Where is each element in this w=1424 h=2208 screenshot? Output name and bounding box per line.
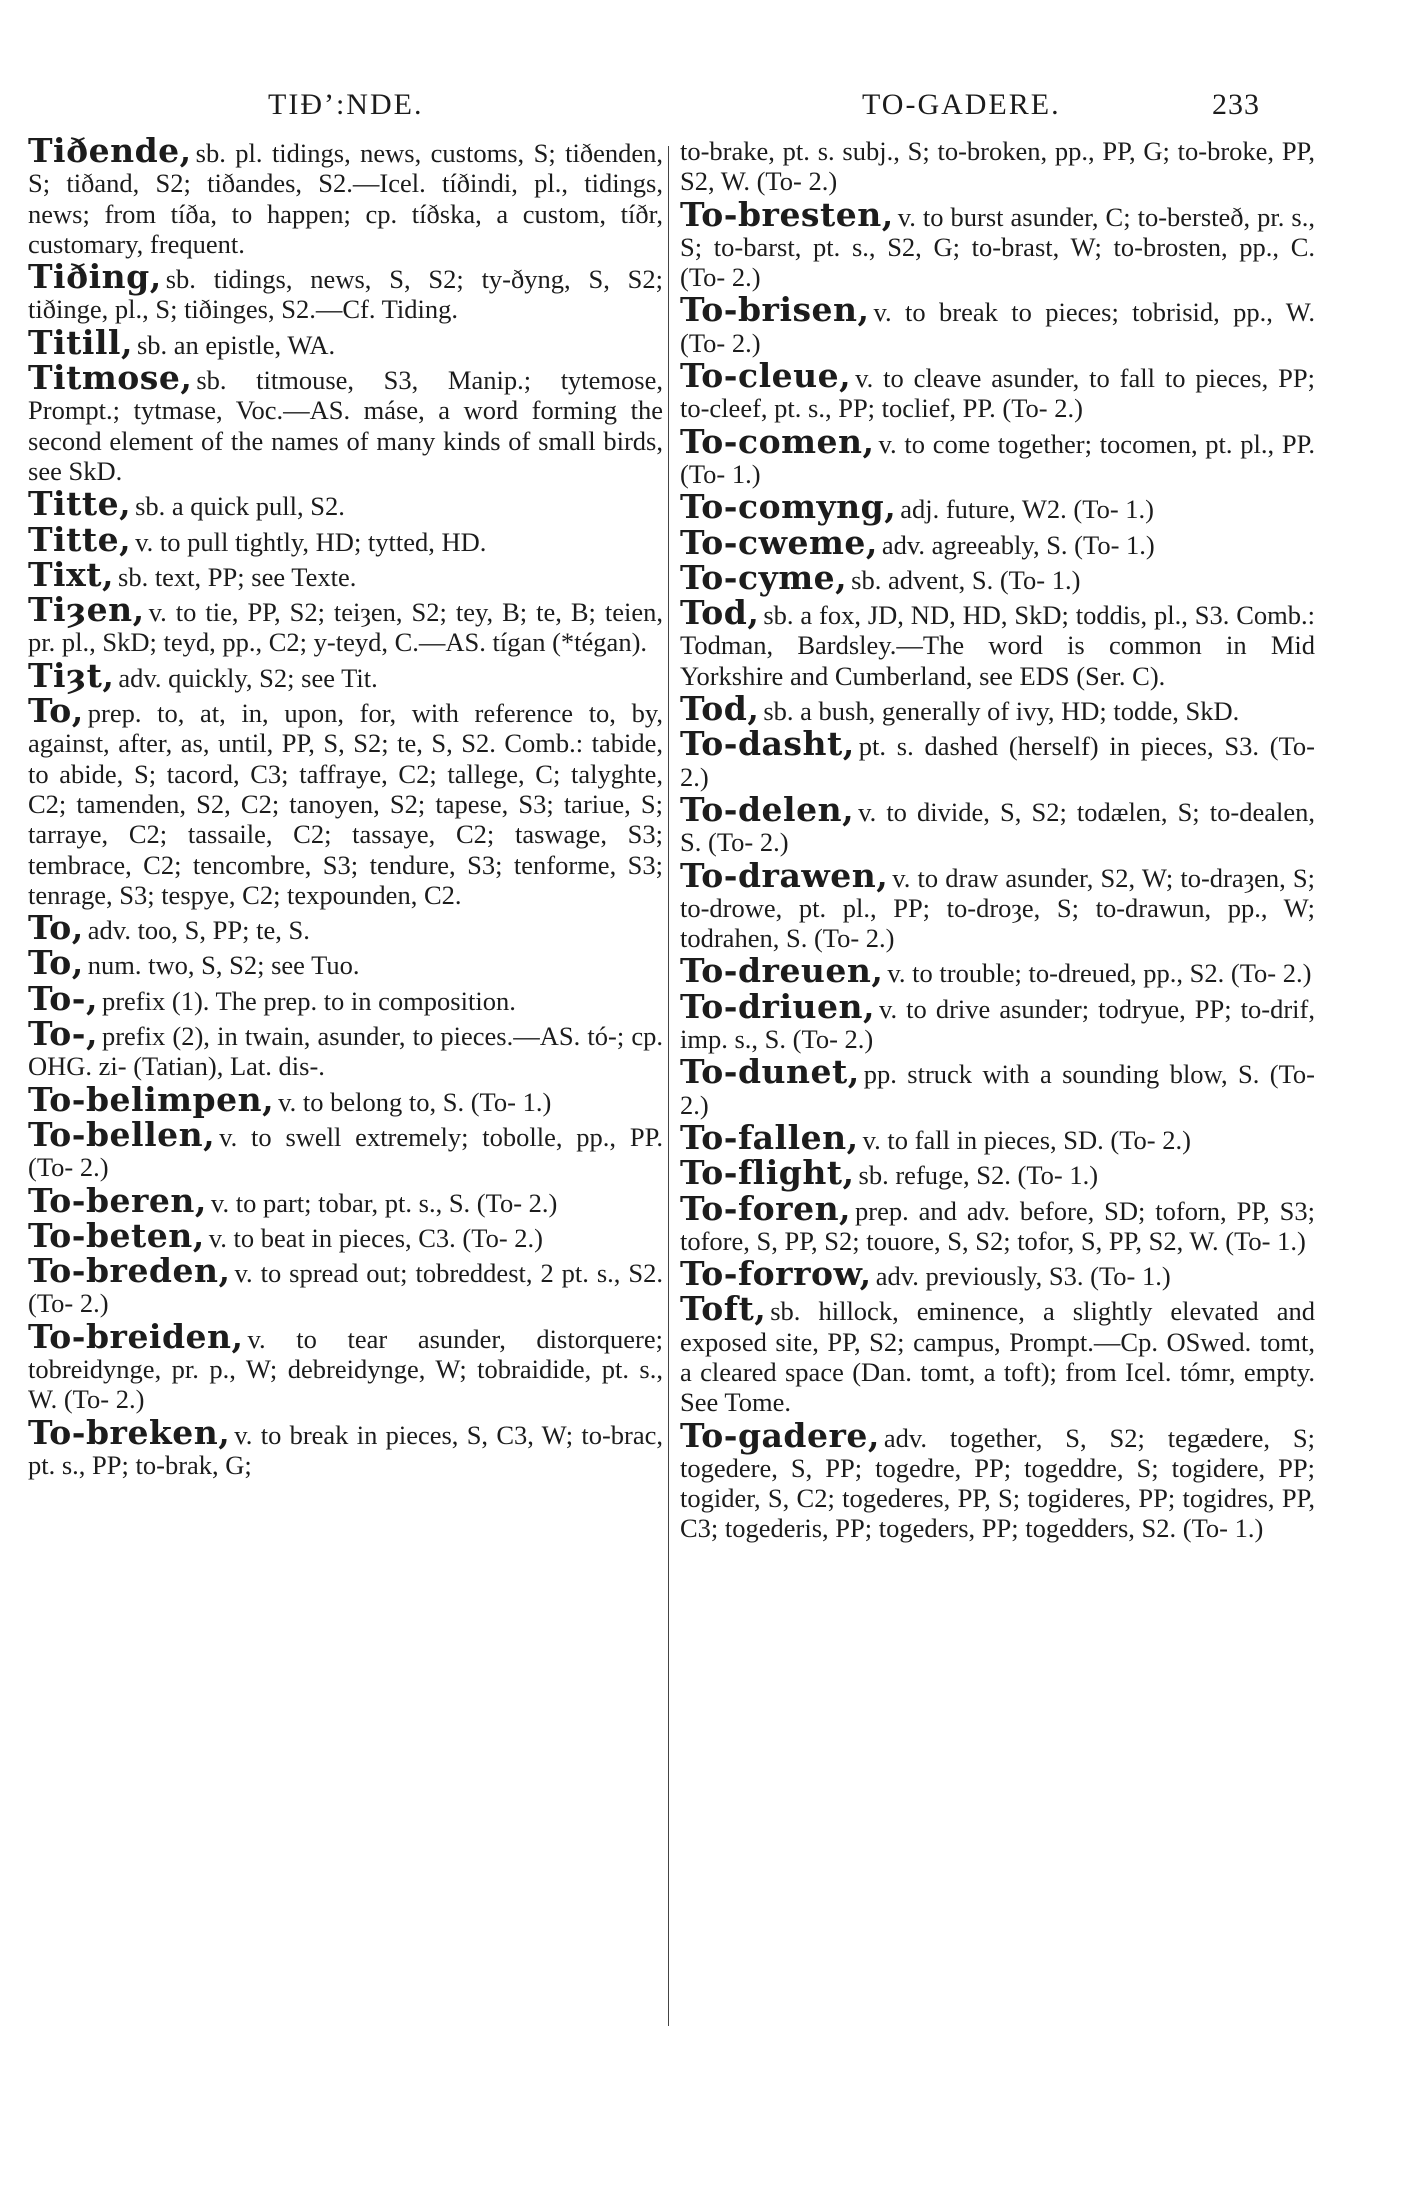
- entry-headword: To-gadere,: [680, 1415, 880, 1455]
- entry-headword: To-dreuen,: [680, 951, 884, 991]
- dictionary-entry: [680, 522, 1315, 562]
- entry-headword: Tiðing,: [28, 257, 162, 297]
- entry-definition: sb. a bush, generally of ivy, HD; todde, SkD.: [763, 696, 1240, 727]
- entry-headword: To-flight,: [680, 1153, 855, 1193]
- entry-definition: v. to break to pieces; tobrisid, pp., W. (To- 2.): [680, 297, 1315, 358]
- dictionary-entry: [680, 421, 1315, 490]
- entry-headword: To-fallen,: [680, 1117, 859, 1157]
- entry-headword: To-cweme,: [680, 522, 878, 562]
- dictionary-entry: [28, 1215, 663, 1255]
- entry-definition: adj. future, W2. (To- 1.): [900, 494, 1154, 525]
- running-header: [0, 88, 1424, 138]
- entry-headword: To-dasht,: [680, 724, 855, 764]
- entry-headword: To-,: [28, 978, 98, 1018]
- entry-headword: To,: [28, 908, 84, 948]
- entry-headword: Tiȝen,: [28, 590, 145, 630]
- entry-headword: Tod,: [680, 689, 760, 729]
- dictionary-entry: [680, 724, 1315, 792]
- entry-headword: To-drawen,: [680, 855, 889, 895]
- entry-headword: To-bresten,: [680, 194, 894, 234]
- entry-definition: sb. hillock, eminence, a slightly elevated and exposed site, PP, S2; campus, Prompt.—Cp. OSwed. tomt, a cleared space (Dan. tomt, a toft); from Icel. tómr, empty. See Tome.: [680, 1296, 1315, 1418]
- dictionary-entry: [680, 136, 1315, 197]
- entry-definition: pp. struck with a sounding blow, S. (To- 2.): [680, 1059, 1315, 1120]
- entry-definition: sb. advent, S. (To- 1.): [851, 564, 1081, 595]
- entry-definition: v. to tie, PP, S2; teiȝen, S2; tey, B; te, B; teien, pr. pl., SkD; teyd, pp., C2; y-teyd, C.—AS. tígan (*tégan).: [28, 597, 663, 658]
- entry-definition: v. to come together; tocomen, pt. pl., PP. (To- 1.): [680, 428, 1315, 489]
- entry-definition: sb. a fox, JD, ND, HD, SkD; toddis, pl., S3. Comb.: Todman, Bardsley.—The word is common in Mid Yorkshire and Cumberland, see EDS (Ser. C).: [680, 600, 1315, 691]
- entry-headword: To-driuen,: [680, 986, 875, 1026]
- entry-headword: Tiðende,: [28, 131, 192, 170]
- dictionary-entry: [680, 356, 1315, 424]
- dictionary-entry: [680, 951, 1315, 991]
- entry-definition: num. two, S, S2; see Tuo.: [87, 950, 360, 981]
- entry-headword: To-delen,: [680, 789, 855, 829]
- entry-definition: v. to draw asunder, S2, W; to-draȝen, S; to-drowe, pt. pl., PP; to-droȝe, S; to-drawun, pp., W; todrahen, S. (To- 2.): [680, 862, 1315, 954]
- entry-headword: To-breiden,: [28, 1316, 244, 1356]
- dictionary-entry: [680, 1415, 1315, 1544]
- dictionary-entry: [28, 519, 663, 559]
- entry-headword: To-breden,: [28, 1251, 231, 1291]
- entry-headword: To,: [28, 691, 84, 731]
- entry-definition: v. to fall in pieces, SD. (To- 2.): [862, 1124, 1191, 1155]
- dictionary-entry: [680, 1289, 1315, 1418]
- entry-definition: adv. too, S, PP; te, S.: [87, 915, 310, 946]
- entry-headword: To,: [28, 943, 84, 983]
- entry-definition: v. to trouble; to-dreued, pp., S2. (To- 2.): [887, 958, 1312, 989]
- entry-definition: sb. text, PP; see Texte.: [118, 561, 357, 592]
- entry-definition: sb. tidings, news, S, S2; ty-ðyng, S, S2; tiðinge, pl., S; tiðinges, S2.—Cf. Tiding.: [28, 264, 663, 325]
- entry-definition: prep. to, at, in, upon, for, with reference to, by, against, after, as, until, PP, S, S2; te, S, S2. Comb.: tabide, to abide, S; tacord, C3; taffraye, C2; tallege, C; talyghte, C2; tamenden, S2, C2; tanoyen, S2; tapese, S3; tariue, S; tarraye, C2; tassaile, C2; tassaye, C2; taswage, S3; tembrace, C2; tencombre, S3; tendure, S3; tenforme, S3; tenrage, S3; tespye, C2; texpounden, C2.: [28, 698, 663, 910]
- entry-headword: Toft,: [680, 1289, 767, 1329]
- entry-headword: To-,: [28, 1014, 98, 1054]
- entry-headword: To-bellen,: [28, 1114, 216, 1154]
- entry-headword: To-dunet,: [680, 1052, 860, 1092]
- entry-headword: Tod,: [680, 593, 760, 633]
- header-right-catchword: TO-GADERE.: [862, 88, 1061, 121]
- entry-definition: v. to swell extremely; tobolle, pp., PP. (To- 2.): [28, 1121, 663, 1183]
- right-column: [680, 136, 1315, 1547]
- entry-definition: to-brake, pt. s. subj., S; to-broken, pp., PP, G; to-broke, PP, S2, W. (To- 2.): [680, 136, 1315, 197]
- entry-definition: v. to belong to, S. (To- 1.): [278, 1086, 552, 1117]
- entry-definition: adv. quickly, S2; see Tit.: [118, 662, 378, 693]
- dictionary-entry: [680, 1117, 1315, 1157]
- entry-headword: To-beren,: [28, 1180, 207, 1220]
- entry-headword: To-comen,: [680, 421, 875, 461]
- entry-headword: To-beten,: [28, 1215, 205, 1255]
- dictionary-entry: [680, 1254, 1315, 1294]
- dictionary-entry: [28, 1014, 663, 1082]
- dictionary-entry: [28, 257, 663, 325]
- entry-headword: To-forrow,: [680, 1254, 872, 1294]
- dictionary-entry: [28, 131, 663, 259]
- entry-definition: prefix (2), in twain, asunder, to pieces.—AS. tó-; cp. OHG. zi- (Tatian), Lat. dis-.: [28, 1021, 663, 1082]
- dictionary-entry: [28, 1316, 663, 1415]
- dictionary-entry: [28, 322, 663, 362]
- entry-headword: To-comyng,: [680, 487, 897, 527]
- entry-definition: v. to cleave asunder, to fall to pieces, PP; to-cleef, pt. s., PP; toclief, PP. (To- 2.): [680, 363, 1315, 424]
- entry-headword: Titill,: [28, 322, 133, 362]
- dictionary-entry: [680, 487, 1315, 527]
- dictionary-entry: [28, 554, 663, 594]
- dictionary-entry: [680, 1153, 1315, 1193]
- dictionary-entry: [28, 655, 663, 695]
- entry-definition: v. to spread out; tobreddest, 2 pt. s., S2. (To- 2.): [28, 1258, 663, 1319]
- entry-definition: v. to divide, S, S2; todælen, S; to-dealen, S. (To- 2.): [680, 796, 1315, 858]
- entry-definition: v. to tear asunder, distorquere; tobreidynge, pr. p., W; debreidynge, W; tobraidide, pt. s., W. (To- 2.): [28, 1323, 663, 1415]
- entry-definition: pt. s. dashed (herself) in pieces, S3. (To- 2.): [680, 731, 1315, 792]
- entry-definition: prefix (1). The prep. to in composition.: [101, 985, 516, 1016]
- dictionary-entry: [680, 1052, 1315, 1120]
- dictionary-entry: [28, 484, 663, 524]
- dictionary-entry: [680, 1188, 1315, 1257]
- entry-definition: v. to break in pieces, S, C3, W; to-brac, pt. s., PP; to-brak, G;: [28, 1419, 663, 1480]
- page-number: 233: [1212, 88, 1260, 121]
- dictionary-entry: [28, 908, 663, 948]
- dictionary-entry: [28, 590, 663, 658]
- entry-definition: sb. refuge, S2. (To- 1.): [858, 1160, 1099, 1191]
- dictionary-entry: [680, 557, 1315, 597]
- column-divider: [668, 146, 669, 2026]
- entry-headword: Tixt,: [28, 554, 114, 594]
- entry-definition: v. to part; tobar, pt. s., S. (To- 2.): [210, 1187, 558, 1218]
- entry-definition: adv. previously, S3. (To- 1.): [875, 1261, 1171, 1292]
- dictionary-entry: [28, 978, 663, 1018]
- entry-headword: To-cleue,: [680, 356, 852, 396]
- entry-headword: To-cyme,: [680, 557, 848, 597]
- dictionary-entry: [28, 943, 663, 983]
- entry-definition: v. to burst asunder, C; to-bersteð, pr. s., S; to-barst, pt. s., S2, G; to-brast, W; to-brosten, pp., C. (To- 2.): [680, 201, 1315, 293]
- entry-headword: To-foren,: [680, 1188, 852, 1228]
- dictionary-entry: [680, 593, 1315, 691]
- entry-definition: sb. an epistle, WA.: [136, 329, 336, 360]
- dictionary-entry: [28, 1114, 663, 1183]
- entry-definition: adv. together, S, S2; tegædere, S; togedere, S, PP; togedre, PP; togeddre, S; togidere, PP; togider, S, C2; togederes, PP, S; togideres, PP; togidres, PP, C3; togederis, PP; togeders, PP; togedders, S2. (To- 1.): [680, 1422, 1315, 1544]
- entry-definition: adv. agreeably, S. (To- 1.): [881, 529, 1155, 560]
- entry-definition: prep. and adv. before, SD; toforn, PP, S3; tofore, S, PP, S2; touore, S, S2; tofor, S, PP, S2, W. (To- 1.): [680, 1195, 1315, 1256]
- entry-definition: v. to beat in pieces, C3. (To- 2.): [208, 1222, 543, 1253]
- dictionary-entry: [680, 689, 1315, 729]
- dictionary-entry: [28, 1079, 663, 1119]
- dictionary-entry: [680, 194, 1315, 293]
- dictionary-entry: [680, 855, 1315, 954]
- dictionary-entry: [680, 986, 1315, 1055]
- dictionary-entry: [28, 1180, 663, 1220]
- entry-definition: sb. titmouse, S3, Manip.; tytemose, Prompt.; tytmase, Voc.—AS. máse, a word forming the second element of the names of many kinds of small birds, see SkD.: [28, 365, 663, 486]
- dictionary-entry: [680, 290, 1315, 358]
- header-left-catchword: TIÐ’:NDE.: [268, 88, 424, 121]
- dictionary-entry: [28, 1412, 663, 1481]
- entry-headword: To-brisen,: [680, 290, 870, 330]
- entry-headword: Titte,: [28, 484, 132, 524]
- dictionary-entry: [28, 358, 663, 486]
- entry-headword: Tiȝt,: [28, 655, 115, 695]
- entry-definition: v. to drive asunder; todryue, PP; to-drif, imp. s., S. (To- 2.): [680, 993, 1315, 1055]
- entry-definition: v. to pull tightly, HD; tytted, HD.: [135, 526, 487, 557]
- entry-headword: Titmose,: [28, 358, 193, 398]
- entry-headword: To-breken,: [28, 1412, 231, 1452]
- dictionary-entry: [28, 1251, 663, 1319]
- dictionary-entry: [28, 691, 663, 910]
- entry-headword: To-belimpen,: [28, 1079, 275, 1119]
- entry-headword: Titte,: [28, 519, 132, 559]
- left-column: [28, 131, 663, 1483]
- dictionary-entry: [680, 789, 1315, 858]
- entry-definition: sb. pl. tidings, news, customs, S; tiðenden, S; tiðand, S2; tiðandes, S2.—Icel. tíðindi, pl., tidings, news; from tíða, to happen; cp. tíðska, a custom, tíðr, customary, frequent.: [28, 138, 663, 259]
- entry-definition: sb. a quick pull, S2.: [135, 491, 345, 522]
